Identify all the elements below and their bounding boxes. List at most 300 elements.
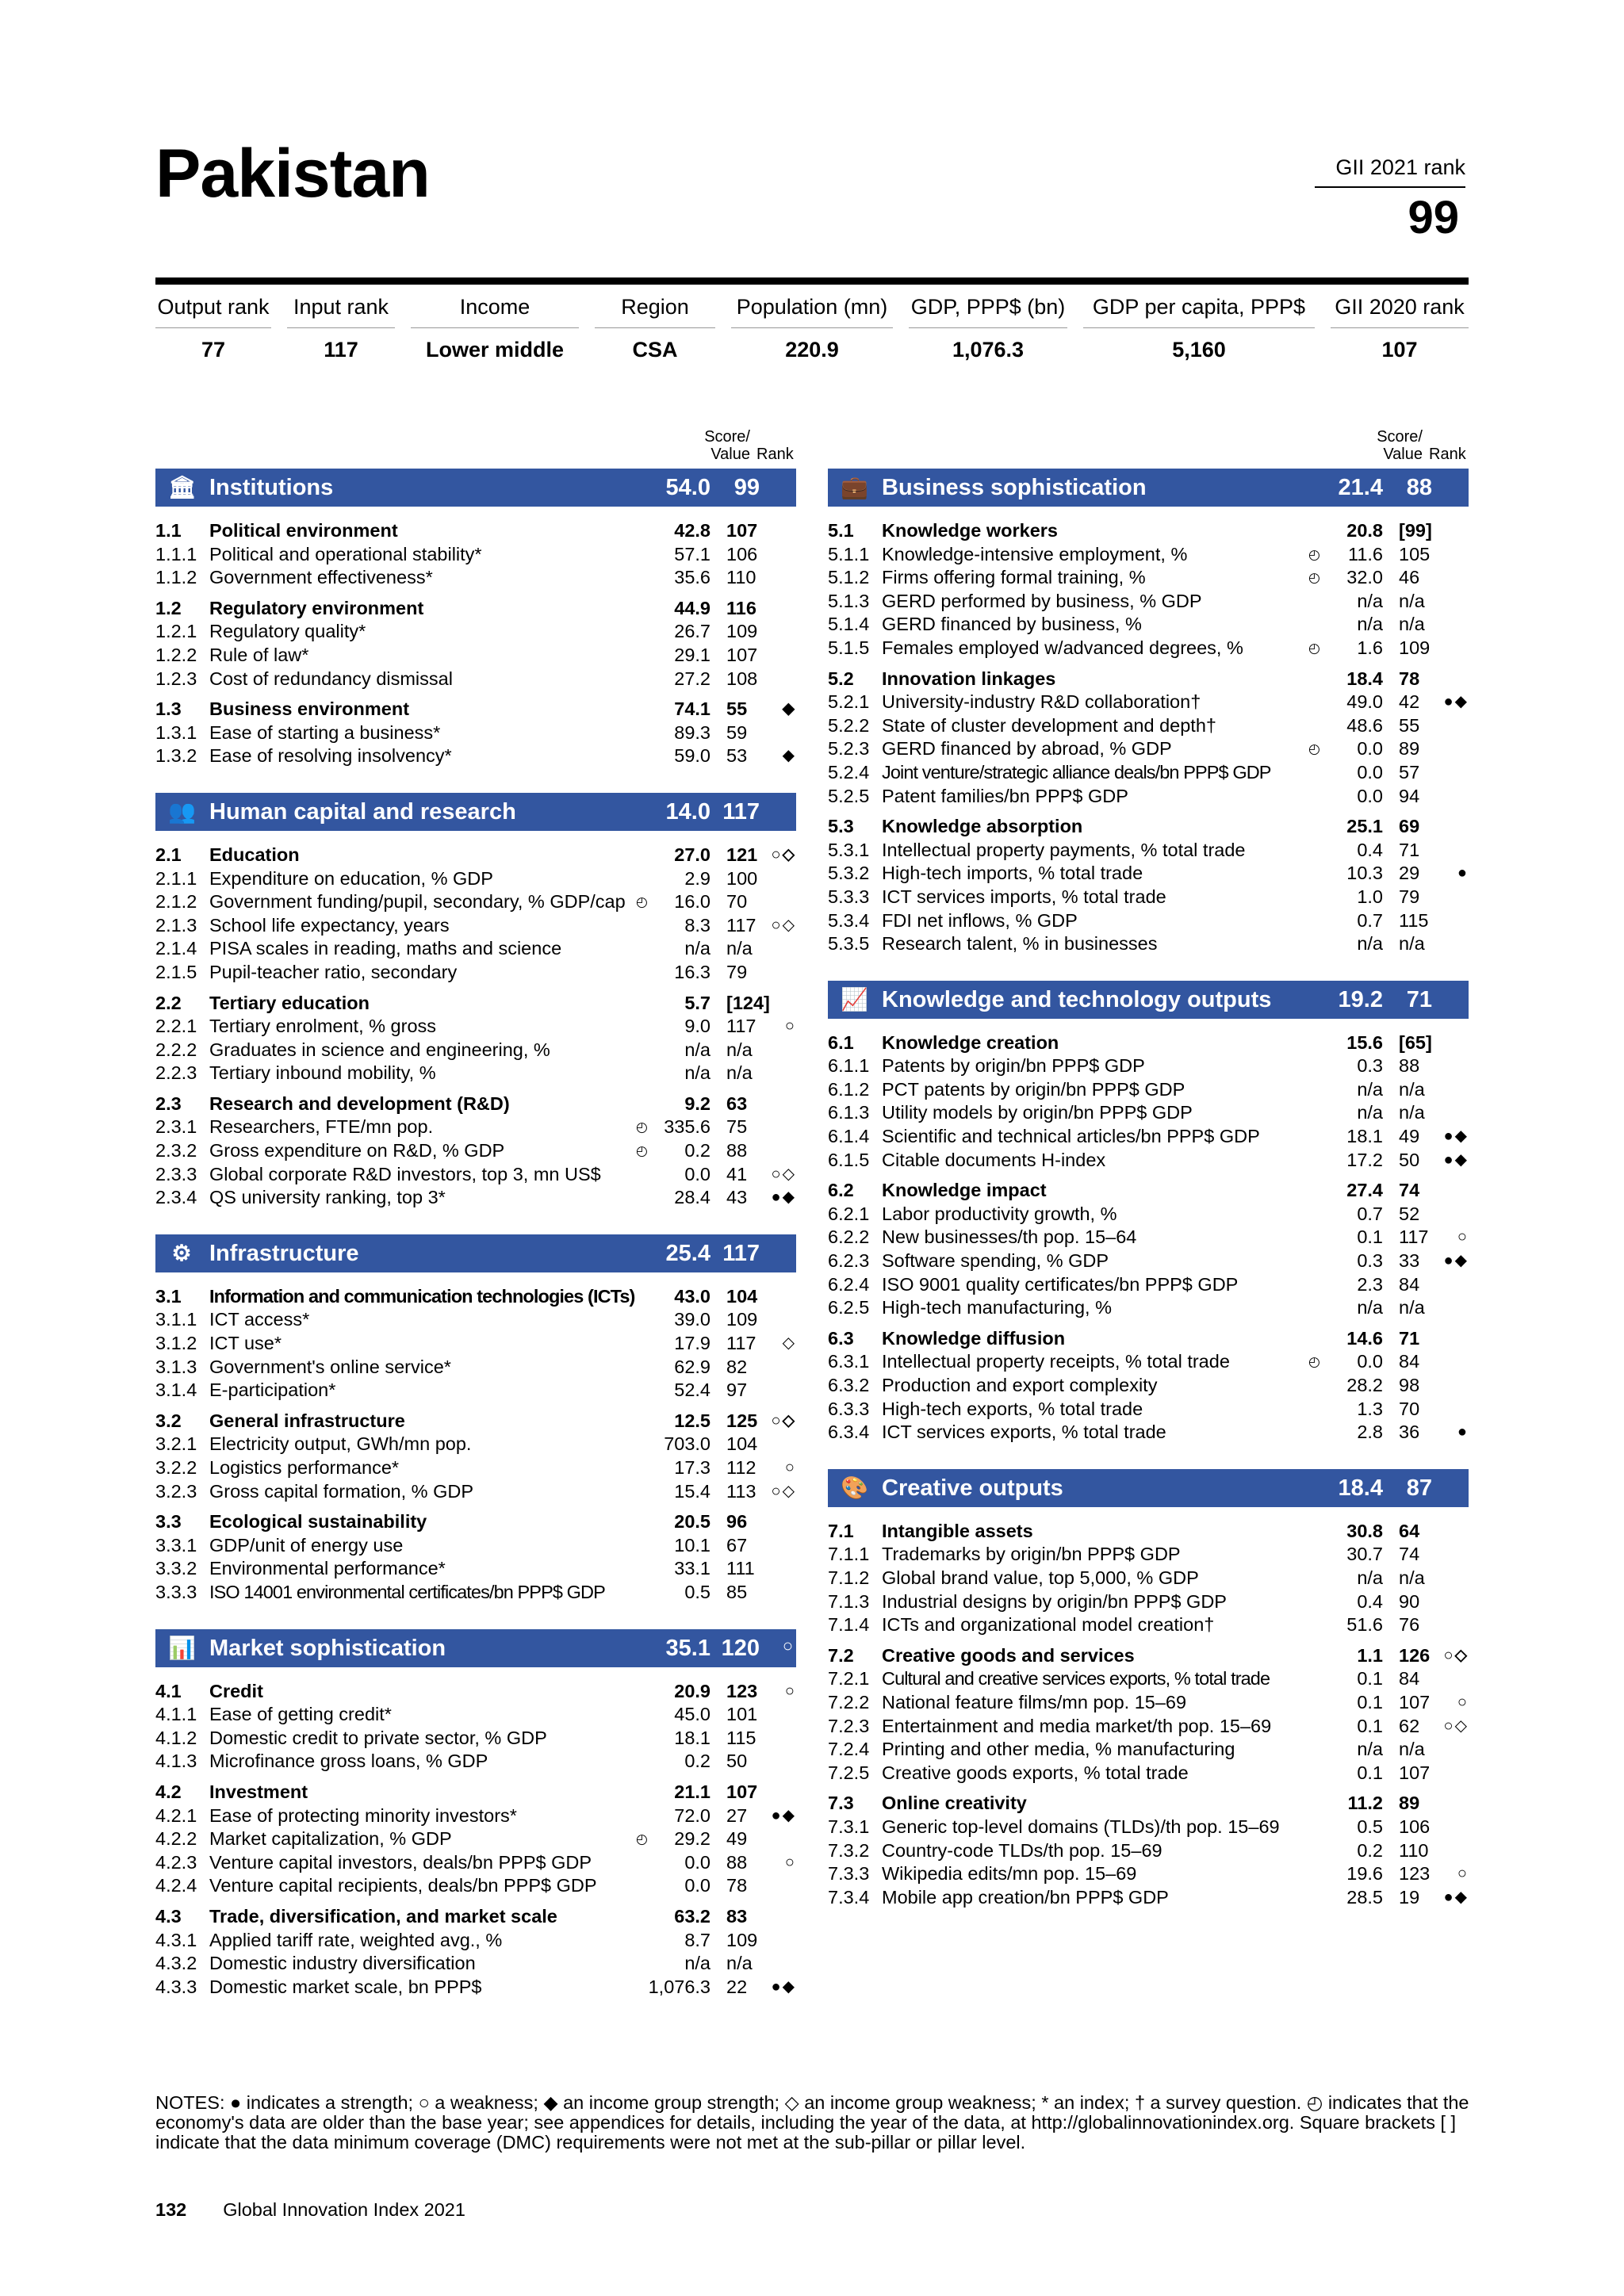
indicator-row: [828, 1667, 1469, 1691]
indicator-code: 5.3: [828, 816, 854, 837]
indicator-score: 45.0: [674, 1704, 710, 1725]
indicator-code: 3.1.2: [155, 1333, 197, 1354]
indicator-label: Logistics performance*: [209, 1457, 400, 1478]
indicator-code: 7.2.5: [828, 1762, 870, 1783]
indicator-rank: 59: [726, 721, 748, 743]
indicator-label: Research and development (R&D): [209, 1093, 510, 1114]
indicator-row: [155, 744, 796, 768]
indicator-score: 30.7: [1346, 1544, 1383, 1565]
indicator-row: [828, 1543, 1469, 1567]
indicator-rank: n/a: [726, 1062, 753, 1084]
indicator-rank: 36: [1399, 1422, 1420, 1443]
indicator-rank: 107: [726, 520, 758, 541]
indicator-code: 5.3.1: [828, 839, 870, 860]
indicator-rank: 43: [726, 1187, 748, 1208]
indicator-score: 11.6: [1348, 543, 1383, 564]
indicator-code: 7.2.4: [828, 1739, 870, 1760]
indicator-code: 4.2: [155, 1781, 182, 1802]
indicator-code: 6.3.2: [828, 1375, 870, 1395]
indicator-label: Knowledge absorption: [882, 816, 1083, 837]
indicator-code: 7.1.3: [828, 1590, 870, 1612]
indicator-label: ICT services imports, % total trade: [882, 886, 1166, 907]
indicator-score: 33.1: [674, 1558, 710, 1579]
indicator-rank: 109: [726, 621, 758, 642]
infrastructure-icon: ⚙: [171, 1240, 192, 1265]
indicator-rank: 105: [1399, 543, 1431, 564]
stat-0: [155, 293, 271, 362]
indicator-rank: 53: [726, 745, 748, 767]
stat-label: Region: [595, 293, 715, 328]
indicator-score: 5.7: [684, 992, 710, 1013]
indicator-rank: 22: [726, 1976, 748, 1997]
indicator-code: 7.3.4: [828, 1886, 870, 1908]
indicator-code: 2.3.4: [155, 1187, 197, 1208]
indicator-score: 35.6: [674, 567, 710, 588]
indicator-label: Patents by origin/bn PPP$ GDP: [882, 1055, 1145, 1077]
indicator-marks: ◇: [782, 1334, 796, 1353]
indicator-marks: ○: [784, 1459, 796, 1476]
indicator-row: [828, 1421, 1469, 1445]
indicator-rank: 83: [726, 1905, 748, 1927]
indicator-score: 43.0: [674, 1285, 710, 1307]
indicator-label: Industrial designs by origin/bn PPP$ GDP: [882, 1590, 1227, 1612]
indicator-label: Ease of resolving insolvency*: [209, 745, 452, 767]
indicator-row: [155, 566, 796, 590]
indicator-row: [155, 1874, 796, 1898]
indicator-rank: 104: [726, 1285, 758, 1307]
indicator-score: 0.0: [684, 1851, 710, 1873]
indicator-rank: 46: [1399, 567, 1420, 588]
indicator-score: 32.0: [1346, 567, 1383, 588]
indicator-score: 28.4: [674, 1187, 710, 1208]
indicator-rank: 19: [1399, 1886, 1420, 1908]
indicator-rank: 74: [1399, 1180, 1420, 1201]
older-data-icon: ◴: [636, 894, 648, 910]
market-icon: 📊: [168, 1635, 196, 1660]
stat-value: 5,160: [1172, 338, 1226, 362]
indicator-row: [155, 1703, 796, 1727]
older-data-icon: ◴: [636, 1831, 648, 1847]
indicator-code: 5.3.5: [828, 933, 870, 955]
indicator-list: [155, 831, 796, 1210]
indicator-label: Venture capital investors, deals/bn PPP$ GDP: [209, 1851, 592, 1873]
indicator-row: [155, 961, 796, 985]
indicator-row: [828, 1296, 1469, 1320]
indicator-label: Trademarks by origin/bn PPP$ GDP: [882, 1544, 1181, 1565]
indicator-label: ISO 14001 environmental certificates/bn PPP$ GDP: [209, 1581, 605, 1602]
indicator-label: Domestic industry diversification: [209, 1953, 476, 1974]
indicator-score: 74.1: [674, 698, 710, 720]
indicator-code: 4.1: [155, 1680, 182, 1701]
indicator-score: 57.1: [674, 543, 710, 564]
indicator-score: 0.0: [684, 1875, 710, 1896]
indicator-row: [828, 1125, 1469, 1149]
indicator-label: Gross expenditure on R&D, % GDP: [209, 1140, 505, 1161]
stat-value: Lower middle: [425, 338, 565, 362]
indicator-marks: ●◆: [1443, 1127, 1469, 1146]
subpillar-row: [828, 1031, 1469, 1055]
indicator-row: [828, 714, 1469, 738]
indicator-label: Regulatory environment: [209, 597, 424, 618]
indicator-label: Software spending, % GDP: [882, 1250, 1109, 1272]
pillar-score: 14.0: [665, 798, 710, 825]
indicator-score: 89.3: [674, 721, 710, 743]
indicator-score: 63.2: [674, 1905, 710, 1927]
indicator-rank: 70: [726, 891, 748, 913]
indicator-code: 1.3: [155, 698, 182, 720]
pillar-name: Institutions: [209, 475, 334, 500]
indicator-row: [828, 637, 1469, 660]
pillar-rank: 99: [733, 475, 760, 500]
indicator-rank: 107: [726, 1781, 758, 1802]
indicator-rank: 115: [726, 1727, 756, 1748]
indicator-code: 1.2.1: [155, 621, 197, 642]
notes: NOTES: ● indicates a strength; ○ a weakness; ◆ an income group strength; ◇ an income group weakness; * an index; † a survey question. ◴ indicates that the economy's data are older than the base year; see appendices for details, including the year of the data, at http://globalinnovationindex.org. Square brackets [ ] indicate that the data minimum coverage (DMC) requirements were not met at the sub-pillar or pillar level.: [155, 2092, 1469, 2152]
indicator-score: 18.1: [1346, 1126, 1383, 1147]
indicator-marks: ○: [1457, 1693, 1469, 1711]
subpillar-row: [155, 1510, 796, 1534]
pillar-marks: ○: [782, 1635, 793, 1655]
stat-2: [411, 293, 579, 362]
indicator-row: [828, 1398, 1469, 1422]
indicator-score: n/a: [1357, 933, 1383, 955]
indicator-label: ICT services exports, % total trade: [882, 1422, 1166, 1443]
indicator-label: Government funding/pupil, secondary, % GDP/cap: [209, 891, 626, 913]
indicator-rank: 97: [726, 1380, 748, 1401]
indicator-rank: 27: [726, 1804, 748, 1826]
indicator-label: Government effectiveness*: [209, 567, 433, 588]
indicator-score: 0.1: [1357, 1668, 1383, 1689]
indicator-code: 4.3.1: [155, 1929, 197, 1950]
pillar-score: 25.4: [665, 1240, 710, 1266]
gii-rank-value: 99: [1408, 192, 1459, 243]
indicator-code: 1.2: [155, 597, 182, 618]
indicator-score: 28.2: [1346, 1375, 1383, 1395]
indicator-score: 10.3: [1346, 863, 1383, 884]
indicator-row: [155, 914, 796, 938]
indicator-marks: ○◇: [771, 916, 796, 934]
indicator-label: Labor productivity growth, %: [882, 1203, 1117, 1224]
indicator-label: ICT access*: [209, 1309, 310, 1330]
indicator-score: 62.9: [674, 1356, 710, 1377]
indicator-score: 27.4: [1346, 1180, 1383, 1201]
indicator-code: 6.1.2: [828, 1078, 870, 1100]
indicator-score: 27.2: [674, 668, 710, 689]
indicator-rank: 62: [1399, 1715, 1420, 1736]
pillar-score: 54.0: [665, 475, 710, 500]
indicator-marks: ●: [1457, 1423, 1469, 1441]
indicator-row: [155, 1534, 796, 1558]
value-header: Value: [710, 446, 750, 463]
indicator-rank: 63: [726, 1093, 748, 1114]
indicator-rank: 98: [1399, 1375, 1420, 1395]
indicator-score: 10.1: [674, 1534, 710, 1556]
indicator-code: 7.2.2: [828, 1691, 870, 1712]
indicator-label: Government's online service*: [209, 1356, 451, 1377]
indicator-code: 2.2: [155, 992, 182, 1013]
indicator-row: [828, 839, 1469, 863]
pillar-score: 19.2: [1338, 986, 1383, 1012]
indicator-score: 16.3: [674, 961, 710, 982]
indicator-score: 20.9: [674, 1680, 710, 1701]
indicator-rank: [124]: [726, 992, 770, 1013]
indicator-row: [828, 1862, 1469, 1886]
indicator-list: [155, 1272, 796, 1605]
indicator-row: [155, 1976, 796, 1999]
indicator-code: 4.1.3: [155, 1751, 197, 1772]
indicator-rank: 107: [1399, 1691, 1431, 1712]
indicator-row: [155, 1804, 796, 1828]
subpillar-row: [155, 992, 796, 1016]
indicator-label: Intangible assets: [882, 1520, 1033, 1541]
indicator-code: 5.1.5: [828, 637, 870, 658]
indicator-row: [155, 1851, 796, 1875]
indicator-score: 28.5: [1346, 1886, 1383, 1908]
indicator-code: 6.1.1: [828, 1055, 870, 1077]
indicator-row: [828, 1149, 1469, 1173]
indicator-label: PCT patents by origin/bn PPP$ GDP: [882, 1078, 1185, 1100]
indicator-label: Ease of getting credit*: [209, 1704, 392, 1725]
indicator-label: Intellectual property payments, % total trade: [882, 839, 1246, 860]
indicator-score: 0.4: [1357, 839, 1383, 860]
indicator-score: 0.1: [1357, 1691, 1383, 1712]
indicator-rank: 78: [726, 1875, 748, 1896]
indicator-code: 6.1.5: [828, 1149, 870, 1170]
indicator-marks: ○◇: [771, 1411, 796, 1429]
indicator-row: [155, 1332, 796, 1356]
column-header: [155, 428, 796, 465]
indicator-label: Females employed w/advanced degrees, %: [882, 637, 1243, 658]
indicator-row: [155, 1952, 796, 1976]
stat-5: [909, 293, 1067, 362]
indicator-row: [828, 1715, 1469, 1739]
indicator-score: 0.0: [1357, 1351, 1383, 1372]
indicator-rank: 49: [726, 1828, 748, 1850]
indicator-score: 0.0: [1357, 761, 1383, 783]
indicator-marks: ○: [784, 1017, 796, 1035]
indicator-score: 1.3: [1357, 1398, 1383, 1419]
indicator-label: Research talent, % in businesses: [882, 933, 1158, 955]
indicator-marks: ○◇: [1443, 1646, 1469, 1664]
indicator-row: [155, 1827, 796, 1851]
indicator-rank: 71: [1399, 1327, 1420, 1349]
indicator-rank: 111: [726, 1558, 755, 1579]
indicator-row: [155, 1062, 796, 1085]
business-icon: 💼: [841, 475, 868, 499]
older-data-icon: ◴: [636, 1143, 648, 1159]
indicator-score: 1.0: [1357, 886, 1383, 907]
indicator-row: [155, 1750, 796, 1774]
indicator-row: [828, 862, 1469, 886]
indicator-rank: 104: [726, 1433, 758, 1455]
indicator-code: 5.2: [828, 668, 854, 689]
indicator-label: ISO 9001 quality certificates/bn PPP$ GDP: [882, 1273, 1239, 1295]
stat-1: [287, 293, 395, 362]
pillar-score: 21.4: [1338, 475, 1383, 500]
indicator-rank: n/a: [1399, 1567, 1425, 1588]
indicator-rank: [99]: [1399, 520, 1432, 541]
indicator-code: 3.2.1: [155, 1433, 197, 1455]
indicator-code: 7.3.3: [828, 1863, 870, 1885]
indicator-label: New businesses/th pop. 15–64: [882, 1226, 1137, 1248]
indicator-rank: 89: [1399, 1793, 1420, 1814]
indicator-code: 1.2.2: [155, 644, 197, 665]
pillar-rank: 87: [1406, 1475, 1432, 1501]
indicator-code: 7.1.4: [828, 1614, 870, 1636]
indicator-rank: 109: [1399, 637, 1431, 658]
pillar-name: Business sophistication: [882, 475, 1147, 500]
indicator-row: [828, 761, 1469, 785]
indicator-label: Business environment: [209, 698, 410, 720]
indicator-rank: 110: [726, 567, 756, 588]
indicator-rank: 109: [726, 1929, 758, 1950]
indicator-code: 7.3: [828, 1793, 854, 1814]
indicator-label: Knowledge workers: [882, 520, 1058, 541]
indicator-score: 0.2: [1357, 1839, 1383, 1861]
indicator-score: 15.6: [1346, 1031, 1383, 1053]
indicator-code: 2.1.3: [155, 914, 197, 936]
indicator-score: n/a: [1357, 1078, 1383, 1100]
score-header: Score/: [1377, 428, 1423, 446]
indicator-label: Information and communication technologies (ICTs): [209, 1285, 635, 1307]
indicator-rank: 75: [726, 1116, 748, 1138]
indicator-label: Researchers, FTE/mn pop.: [209, 1116, 434, 1138]
stat-label: GII 2020 rank: [1331, 293, 1469, 328]
indicator-row: [828, 932, 1469, 956]
indicator-rank: 85: [726, 1581, 748, 1602]
indicator-rank: 49: [1399, 1126, 1420, 1147]
indicator-rank: 96: [726, 1511, 748, 1533]
indicator-code: 6.1: [828, 1031, 854, 1053]
pillar-header: [828, 469, 1469, 507]
stat-value: 107: [1381, 338, 1418, 362]
human-capital-icon: 👥: [168, 798, 196, 824]
indicator-label: University-industry R&D collaboration†: [882, 691, 1201, 713]
indicator-label: Firms offering formal training, %: [882, 567, 1146, 588]
indicator-label: Ease of protecting minority investors*: [209, 1804, 517, 1826]
pillar-header: [155, 1234, 796, 1272]
indicator-label: GERD financed by business, %: [882, 614, 1142, 635]
stat-label: GDP per capita, PPP$: [1083, 293, 1315, 328]
indicator-label: Wikipedia edits/mn pop. 15–69: [882, 1863, 1137, 1885]
indicator-rank: 117: [726, 914, 756, 936]
older-data-icon: ◴: [1308, 1354, 1320, 1370]
indicator-label: Scientific and technical articles/bn PPP$ GDP: [882, 1126, 1260, 1147]
indicator-label: Applied tariff rate, weighted avg., %: [209, 1929, 503, 1950]
gii-rank-label: GII 2021 rank: [1315, 155, 1465, 188]
indicator-row: [828, 1738, 1469, 1762]
indicator-marks: ○◇: [771, 845, 796, 863]
indicator-code: 2.1.1: [155, 867, 197, 889]
indicator-label: Knowledge-intensive employment, %: [882, 543, 1188, 564]
indicator-code: 5.3.4: [828, 909, 870, 931]
indicator-label: Cost of redundancy dismissal: [209, 668, 453, 689]
indicator-row: [155, 543, 796, 567]
indicator-label: Utility models by origin/bn PPP$ GDP: [882, 1102, 1193, 1123]
rank-header: Rank: [756, 446, 794, 463]
indicator-rank: 125: [726, 1410, 758, 1431]
indicator-score: 1,076.3: [648, 1976, 710, 1997]
indicator-label: High-tech imports, % total trade: [882, 863, 1143, 884]
pillar-name: Infrastructure: [209, 1240, 359, 1266]
indicator-label: Global corporate R&D investors, top 3, mn US$: [209, 1163, 601, 1184]
indicator-score: 18.4: [1346, 668, 1383, 689]
indicator-label: Education: [209, 844, 300, 865]
indicator-marks: ○◇: [771, 1165, 796, 1183]
indicator-row: [155, 1379, 796, 1402]
indicator-row: [155, 890, 796, 914]
indicator-code: 3.3.2: [155, 1558, 197, 1579]
indicator-row: [828, 1374, 1469, 1398]
indicator-code: 7.1.2: [828, 1567, 870, 1588]
indicator-row: [828, 1078, 1469, 1102]
indicator-code: 2.3: [155, 1093, 182, 1114]
indicator-rank: n/a: [1399, 1102, 1425, 1123]
indicator-code: 4.1.1: [155, 1704, 197, 1725]
subpillar-row: [155, 519, 796, 543]
indicator-label: Entertainment and media market/th pop. 15–69: [882, 1715, 1272, 1736]
indicator-code: 2.1.2: [155, 891, 197, 913]
creative-icon: 🎨: [841, 1475, 868, 1500]
indicator-row: [828, 1590, 1469, 1614]
indicator-label: Political environment: [209, 520, 398, 541]
indicator-rank: 116: [726, 597, 756, 618]
subpillar-row: [155, 698, 796, 721]
indicator-score: n/a: [684, 938, 710, 959]
indicator-code: 5.3.3: [828, 886, 870, 907]
indicator-row: [155, 1356, 796, 1380]
indicator-row: [155, 721, 796, 745]
indicator-rank: 100: [726, 867, 758, 889]
indicator-label: General infrastructure: [209, 1410, 405, 1431]
indicator-code: 7.1: [828, 1520, 854, 1541]
indicator-row: [155, 644, 796, 668]
indicator-marks: ●◆: [1443, 1150, 1469, 1169]
indicator-code: 4.3.3: [155, 1976, 197, 1997]
indicator-rank: 41: [726, 1163, 748, 1184]
subpillar-row: [828, 1792, 1469, 1816]
subpillar-row: [828, 1179, 1469, 1203]
country-title: Pakistan: [155, 136, 430, 212]
indicator-code: 3.2.3: [155, 1480, 197, 1502]
footer-title: Global Innovation Index 2021: [223, 2199, 465, 2220]
indicator-score: 2.9: [684, 867, 710, 889]
indicator-code: 4.3.2: [155, 1953, 197, 1974]
indicator-label: Patent families/bn PPP$ GDP: [882, 785, 1128, 806]
indicator-row: [828, 1839, 1469, 1863]
indicator-rank: 89: [1399, 738, 1420, 760]
stat-label: Population (mn): [731, 293, 893, 328]
indicator-label: Mobile app creation/bn PPP$ GDP: [882, 1886, 1169, 1908]
indicator-score: 0.2: [684, 1751, 710, 1772]
indicator-code: 7.3.1: [828, 1816, 870, 1837]
indicator-code: 1.2.3: [155, 668, 197, 689]
indicator-row: [828, 1226, 1469, 1249]
stat-4: [731, 293, 893, 362]
indicator-label: Pupil-teacher ratio, secondary: [209, 961, 458, 982]
indicator-rank: n/a: [1399, 590, 1425, 611]
indicator-row: [828, 737, 1469, 761]
indicator-code: 4.1.2: [155, 1727, 197, 1748]
indicator-row: [828, 613, 1469, 637]
indicator-rank: 55: [726, 698, 748, 720]
indicator-code: 5.3.2: [828, 863, 870, 884]
indicator-rank: n/a: [1399, 1078, 1425, 1100]
subpillar-row: [155, 1410, 796, 1433]
indicator-code: 3.1: [155, 1285, 182, 1307]
indicator-label: FDI net inflows, % GDP: [882, 909, 1078, 931]
indicator-row: [155, 1929, 796, 1953]
